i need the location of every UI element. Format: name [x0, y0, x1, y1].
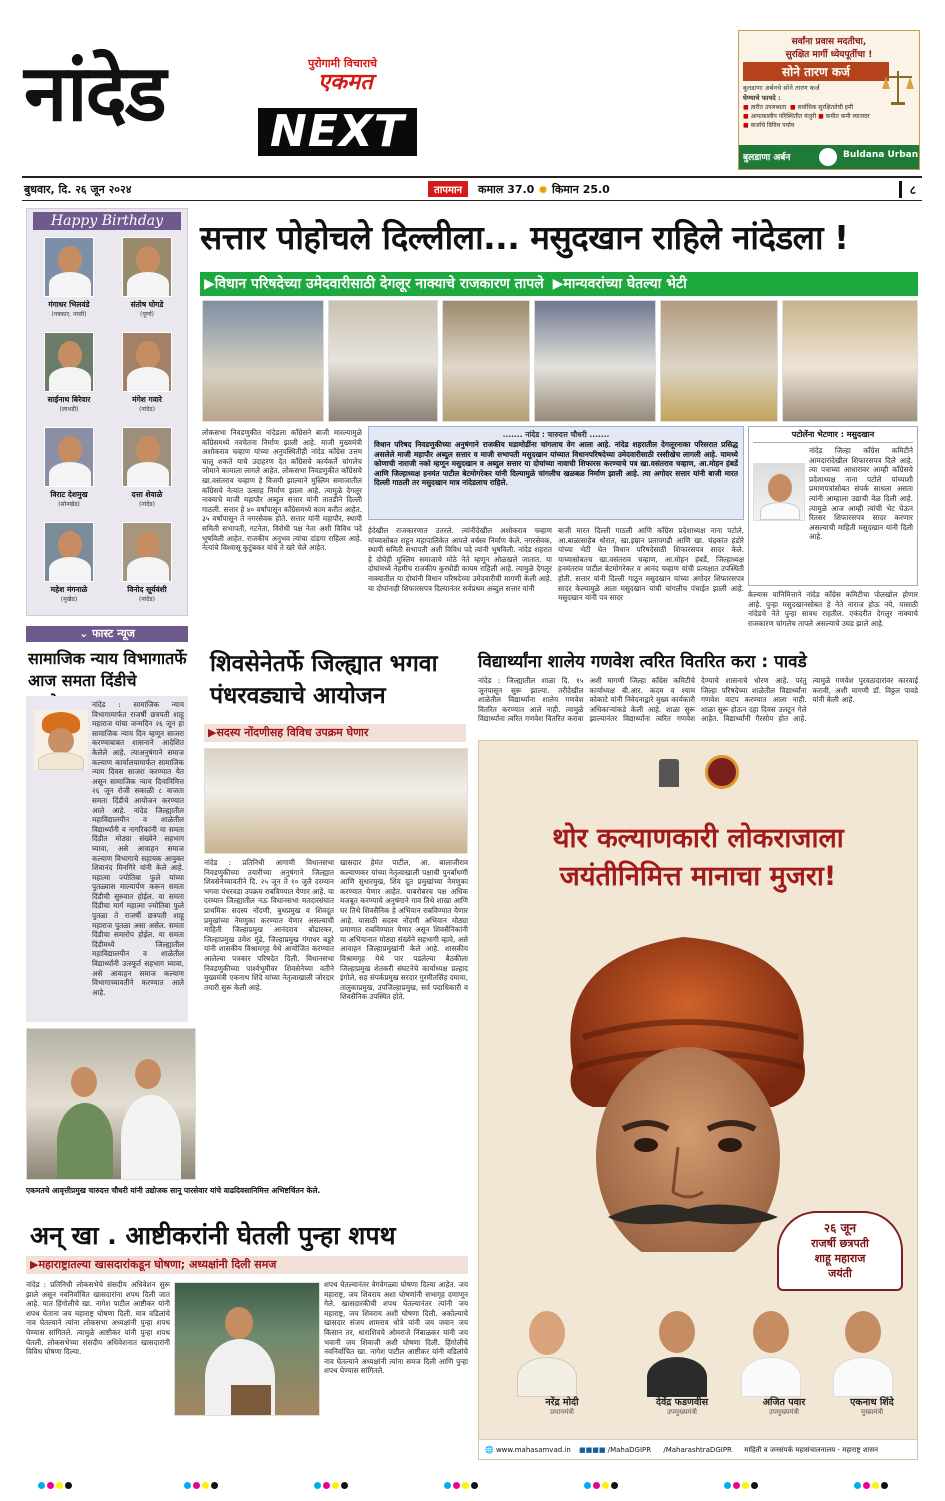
lead-subhead-1: ▶विधान परिषदेच्या उमेदवारीसाठी देगलूर नाक्याचे राजकारण तापले — [204, 276, 544, 292]
lead-photo-3 — [442, 300, 530, 422]
footer-handle: /MahaDGIPR — [607, 1446, 652, 1454]
leader-caption — [741, 1395, 827, 1417]
leader-name: एकनाथ शिंदे — [850, 1397, 894, 1408]
lead-col-2: हेदेखील राजकारणात उतरले. त्यांनीदेखील अशोकराव चव्हाण यांच्यासोबत राहून महापालिकेत आपले वर्चस्व निर्माण केले. नगरसेवक, स्थायी समिती सभापती अशी विविध पदे त्यांनी भूषविली. नांदेड शहरात हे दोघेही मुस्लिम समाजाचे मोठे नेते म्हणून ओळखले जातात. या दोघांमध्ये नेहमीच राजकीय कुरघोडी कायम राहिली आहे. त्यामुळे देगलूर नाक्यातील या दोघांनी विधान परिषदेच्या उमेदवारीची मागणी केली आहे. या दोघांनाही शिफारसपत्र दिल्यानंतर सर्वप्रथम अब्दुल सत्तार यांनी — [368, 526, 552, 593]
shivsena-photo — [204, 748, 468, 854]
ad-benefit: ■ कर्जाचे विविध पर्याय — [743, 122, 795, 129]
ad-brand-bar — [739, 145, 919, 169]
leader-names — [479, 1395, 917, 1419]
lead-box-text: विधान परिषद निवडणुकीच्या अनुषंगाने राजकीय घडामोडींना चांगलाच वेग आला आहे. नांदेड शहरातील देगलूरनाका परिसरात प्रसिद्ध असलेले माजी महापौर अब्दुल सत्तार व माजी सभापती मसुदखान यांच्यात विधानपरिषदेच्या उमेदवारीसाठी रस्सीखेच लागली आहे. यामध्ये कोणाची नाराजी नको म्हणून मसुदखान व अब्दुल सत्तार या दोघांच्या नावाची शिफारस करण्याचे पत्र खा.वसंतराव चव्हाण, आ.मोहन हंबर्डे आणि जिल्हाध्यक्ष हनमंत पाटील बेटमोगरेकर यांनी दिल्यामुळे चांगलीच खळबळ निर्माण झाली आहे. त्या अगोदर सत्तार यांनी बाजी मारत दिल्ली गाठली तर मसुदखान मात्र नांदेडलाच राहिले. — [374, 440, 738, 487]
birthday-photo — [122, 427, 172, 487]
birthday-name: विराट देशमुख — [50, 490, 88, 499]
govt-ad-footer — [479, 1439, 917, 1459]
schoolwear-text: नांदेड : जिल्ह्यातील शाळा दि. १५ जूनपासून सुरू झाल्या. तरीदेखील शाळेतील विद्यार्थ्यांना शालेय गणवेश वितरित करण्यात आले नाही. त्यामुळे विद्यार्थ्यांना त्वरित गणवेश वितरित करावा अशी मागणी जिल्हा काँग्रेस कमिटीचे कार्याध्यक्ष बी.आर. कदम व श्याम कोकाटे यांनी निवेदनाद्वारे मुख्य कार्यकारी अधिकाऱ्यांकडे केली आहे. शाळा सुरू झाल्यानंतर विद्यार्थ्यांना त्वरित गणवेश देण्याचे शासनाचे धोरण आहे. परंतु जिल्हा परिषदेच्या शाळेतील विद्यार्थ्यांना गणवेश वाटप करण्यात आला नाही. शाळा सुरू होऊन दहा दिवस उलटून गेले आहेत. विद्यार्थ्यांनी गैरसोय होत आहे. त्यामुळे गणवेश पुरवठादारांवर कारवाई करावी, अशी मागणी डॉ. विठ्ठल पावडे यांनी केली आहे. — [478, 676, 918, 724]
birthday-card — [33, 427, 105, 519]
ad-line1: सर्वांना प्रवास मदतीचा, — [791, 37, 867, 47]
leaders-row — [479, 1297, 917, 1417]
ad-brand-mr: बुलडाणा अर्बन — [743, 153, 791, 163]
lead-box-byline: ....... नांदेड : चारुदत्त चौधरी ....... — [502, 430, 610, 439]
birthday-place: (सोनखेड) — [58, 501, 80, 508]
dateline — [22, 180, 922, 200]
scales-icon — [881, 67, 915, 107]
leader-role: उपमुख्यमंत्री — [768, 1408, 800, 1416]
lead-subhead-bar — [200, 272, 918, 296]
ad-benefits-title: घेण्याचे फायदे : — [743, 94, 781, 102]
ad-logo-icon — [819, 148, 837, 166]
ad-line2: सुरक्षित मार्गी ध्येयपूर्तीचा ! — [785, 50, 873, 60]
badge-line-4: जयंती — [828, 1267, 852, 1280]
shivsena-sub: ▶सदस्य नोंदणीसह विविध उपक्रम घेणार — [204, 724, 466, 742]
gold-loan-ad — [738, 30, 920, 170]
birthday-panel — [26, 208, 188, 616]
badge-line-3: शाहू महाराज — [814, 1252, 866, 1265]
birthday-photo — [44, 332, 94, 392]
birthday-card — [111, 522, 183, 614]
leader-pawar-photo — [741, 1307, 801, 1397]
ashtikar-sub: ▶महाराष्ट्रातल्या खासदारांकडून घोषणा; अध्यक्षांनी दिली समज — [26, 1256, 468, 1274]
lead-sidebar — [748, 426, 918, 586]
birthday-photo — [44, 427, 94, 487]
leader-caption — [639, 1395, 725, 1417]
birthday-card — [111, 237, 183, 329]
lead-sidebar-title: पटोलेंना भेटणार : मसुदखान — [753, 429, 913, 443]
sun-icon: ✹ — [538, 183, 549, 197]
ad-benefit: ■ त्वरीत उपलब्धता ■ सर्वाधिक सुरक्षिततेची हमी — [743, 104, 854, 111]
birthday-name: गंगाधर भिलवंडे — [48, 300, 90, 309]
birthday-name: विनोद सूर्यवंशी — [127, 585, 167, 594]
birthday-photo — [122, 522, 172, 582]
lead-photo-strip — [202, 300, 918, 422]
temp-max: कमाल 37.0 — [478, 183, 535, 196]
dateline-date: बुधवार, दि. २६ जून २०२४ — [24, 183, 132, 196]
badge-date: २६ जून — [823, 1221, 857, 1235]
birthday-wish-photo — [26, 1028, 196, 1180]
shivsena-col-2: खासदार हेमंत पाटील, आ. बालाजीराव कल्याणकर यांच्या नेतृत्वाखाली पक्षाची पुनर्बांधणी आणि सुधारमुख, शिव दूत प्रमुखांच्या नेमणुका करण्यात येणार आहेत. याबरोबरच पक्ष अधिक मजबूत करण्याचे अनुषंगाने गाव तिथे शाखा आणि घर तिथे शिवसैनिक हे अभियान राबविण्यात येणार आहे. यासाठी सदस्य नोंदणी अभियान मोठ्या प्रमाणात राबविण्यात येणार असून शिवसैनिकांनी या अभियानात मोठ्या संख्येने सहभागी व्हावे, असे आवाहन जिल्हाप्रमुखांनी केले आहे. शासकीय विश्रामगृह येथे पार पडलेल्या बैठकीला जिल्हाप्रमुख शेतकरी संघटनेचे कार्याध्यक्ष प्रल्हाद इंगोले, सह संपर्कप्रमुख सरदार गुरमीतसिंह दमाया, तालुकाप्रमुख, उपजिल्हाप्रमुख, सर्व पदाधिकारी व शिवसैनिक उपस्थित होते. — [340, 858, 468, 1002]
leader-name: देवेंद्र फडणवीस — [655, 1397, 709, 1408]
lead-col-3: बाजी मारत दिल्ली गाठली आणि काँग्रेस प्रदेशाध्यक्ष नाना पटोले, आ.बाळासाहेब थोरात, खा.इम्रान प्रतापगढी आणि खा. चंद्रकांत हंडोरे यांच्या भेटी घेत विधान परिषदेसाठी शिफारसपत्र सादर केले. याच्यासोबतच खा.वसंतराव चव्हाण, आ.मोहन हंबर्डे, जिल्हाध्यक्ष हनमंतराव पाटील बेटमोगरेकर व आनंद चव्हाण यांची प्रत्यक्षात उपस्थिती होती. सत्तार यांनी दिल्ली गाठून मसुदखान यांच्या अगोदर शिफारसपत्र सादर केल्यामुळे आता मसुदखान यांची चांगलीच पंचाईत झाली आहे. मसुदखान यांनी पत्र सादर — [558, 526, 744, 603]
temp-min: किमान 25.0 — [552, 183, 610, 196]
birthday-photo — [44, 522, 94, 582]
ad-benefit: ■ आपत्कालीन परिस्थितीत मंजुरी ■ कमीत कमी व्याजदर — [743, 113, 870, 120]
leader-role: उपमुख्यमंत्री — [666, 1408, 698, 1416]
leader-caption — [829, 1395, 915, 1417]
birthday-card — [111, 427, 183, 519]
birthday-name: महेश मंगनाळे — [50, 585, 88, 594]
fast-news-text: नांदेड : सामाजिक न्याय विभागामार्फत राजर्षी छत्रपती शाहू महाराज यांचा जन्मदिन २६ जून हा सामाजिक न्याय दिन म्हणून साजरा करण्याबाबत शासनाने आदेशित केलेले आहे. त्याअनुषंगाने समाज कल्याण कार्यालयामार्फत सामाजिक न्याय दिवस साजरा करण्यात येत असून सामाजिक न्याय दिनानिमित्त २६ जून रोजी सकाळी ८ वाजता समता दिंडीचे आयोजन करण्यात आले आहे. नांदेड जिल्ह्यातील महाविद्यालयीन व शाळेतील विद्यार्थ्यांनी व नागरिकांनी या समता दिंडीत मोठ्या संख्येने सहभाग घ्यावा, असे आवाहन समाज कल्याण विभागाचे सहायक आयुक्त शिवानंद मिनगिरे यांनी केले आहे. महात्मा ज्योतिबा फुले यांच्या पुतळ्यास माल्यार्पण करून समता दिंडीची सुरुवात होईल. या समता दिंडीचा मार्ग महात्मा ज्योतिबा फुले पुतळा ते राजर्षी छत्रपती शाहू महाराज पुतळा असा असेल. समता दिंडीचा समारोप होईल. या समता दिंडीमध्ये जिल्ह्यातील महाविद्यालयीन व शाळेतील विद्यार्थ्यांनी उत्स्फूर्त सहभाग घ्यावा, असे आवाहन समाज कल्याण विभागाच्यावतीने करण्यात आले आहे. — [92, 700, 184, 997]
lead-photo-6 — [782, 300, 918, 422]
page-number: ८ — [899, 181, 916, 198]
fast-news-label: ⌄ फास्ट न्यूज — [26, 626, 188, 642]
footer-web: www.mahasamvad.in — [495, 1446, 571, 1454]
leader-role: मुख्यमंत्री — [860, 1408, 884, 1416]
birthday-card — [111, 332, 183, 424]
ad-benefits — [743, 103, 915, 130]
masudkhan-photo — [753, 463, 805, 521]
leader-caption — [519, 1395, 605, 1417]
birthday-name: मंगेश गवारे — [132, 395, 162, 404]
ashtikar-col-1: नांदेड : प्रतिनिधी लोकसभेचे संसदीय अधिवेशन सुरू झाले असून नवनिर्वाचित खासदारांना शपथ दिली जात आहे. यात हिंगोलीचे खा. नागेश पाटील आष्टीकर यांनी शपथ घेताना जय महाराष्ट्र घोषणा दिली. मात्र वडिलांचे नाव घेतल्याने त्यांना लोकसभा अध्यक्षांनी पुन्हा शपथ घेण्यास सांगितले. त्यामुळे आष्टीकर यांनी पुन्हा शपथ घेतली. लोकसभेच्या संसदीय अधिवेशनात खासदारांनी विविध घोषणा दिल्या. — [26, 1280, 170, 1357]
photo-caption: एकमतचे आवृत्तीप्रमुख चारुदत्त चौधरी यांनी उद्योजक सानू पारसेवार यांचे वाढदिवसानिमित्त अभिष्टचिंतन केले. — [26, 1186, 321, 1195]
ad-banner: सोने तारण कर्ज — [743, 62, 889, 81]
lead-photo-4 — [534, 300, 656, 422]
lead-headline: सत्तार पोहोचले दिल्लीला... मसुदखान राहिले नांदेडला ! — [200, 218, 849, 257]
lead-sidebar-text: नांदेड जिल्हा काँग्रेस कमिटीने आमदारांदेखील शिफारसपत्र दिले आहे. त्या पत्राच्या आधारावर आम्ही काँग्रेसचे प्रदेशाध्यक्ष नाना पटोले यांच्याशी प्रमाणपत्रांसोबत संपर्क साधला असता त्यांनी आम्हाला उद्याची वेळ दिली आहे. त्यामुळे आज आम्ही त्यांची भेट घेऊन रितसर शिफारसपत्र सादर करणार असल्याची माहिती मसुदखान यांनी दिली आहे. — [809, 446, 913, 542]
leader-role: प्रधानमंत्री — [550, 1408, 574, 1416]
fast-news-headline: सामाजिक न्याय विभागातर्फे आज समता दिंडीचे — [28, 649, 187, 690]
shahu-seal-icon — [705, 755, 739, 789]
leader-name: अजित पवार — [762, 1397, 806, 1408]
shivsena-headline: शिवसेनेतर्फे जिल्ह्यात भगवा पंधरवड्याचे आयोजन — [210, 651, 438, 709]
ad-brand-en: Buldana Urban — [843, 150, 919, 160]
masthead — [24, 28, 444, 168]
birthday-photo — [44, 237, 94, 297]
birthday-card — [33, 332, 105, 424]
badge-line-2: राजर्षी छत्रपती — [811, 1237, 869, 1250]
masthead-title-next: NEXT — [258, 108, 417, 156]
temp-label: तापमान — [428, 181, 468, 197]
govt-emblem-icon — [659, 759, 679, 787]
footer-handle-2: /MaharashtraDGIPR — [663, 1446, 732, 1454]
birthday-place: (नांदेड) — [139, 501, 155, 508]
birthday-place: (नांदेड) — [139, 406, 155, 413]
footer-office: माहिती व जनसंपर्क महासंचालनालय - महाराष्ट्र शासन — [744, 1446, 879, 1454]
web-icon: 🌐 — [485, 1446, 494, 1454]
birthday-place: (पत्रकार, नरसी) — [51, 311, 87, 318]
cmyk-registration-marks — [24, 1474, 924, 1486]
birthday-card — [33, 522, 105, 614]
social-icons: ■■■■ — [579, 1446, 606, 1454]
birthday-title: Happy Birthday — [33, 212, 181, 230]
masthead-tagline-top: पुरोगामी विचाराचे — [308, 57, 378, 70]
leader-shinde-photo — [833, 1307, 893, 1397]
lead-photo-1 — [202, 300, 324, 422]
lead-col-4: केल्यास यानिमित्ताने नांदेड काँग्रेस कमिटीचा पोलखोल होणार आहे. पुन्हा मसुदखानसोबत हे नेते नाराज होऊ नये, यासाठी नांदेडचे नेते पुन्हा सावध राहतील. एकंदरीत देगलूर नाक्याचे राजकारण चांगलेच तापले असल्याचे उघड झाले आहे. — [748, 590, 918, 628]
jayanti-badge — [777, 1211, 903, 1291]
govt-ad — [478, 740, 918, 1460]
lead-subhead-2: ▶मान्यवरांच्या घेतल्या भेटी — [552, 276, 687, 292]
lead-photo-2 — [328, 300, 438, 422]
masthead-brand: एकमत — [318, 70, 373, 95]
ad-sub: बुलडाणा अर्बनचे सोने तारण कर्ज — [743, 84, 820, 92]
ashtikar-headline: अन् खा . आष्टीकरांनी घेतली पुन्हा शपथ — [30, 1221, 396, 1250]
lead-col-1: लोकसभा निवडणुकीत नांदेडला काँग्रेसने बाजी मारल्यामुळे काँग्रेसमध्ये नवचेतना निर्माण झाली आहे. माजी मुख्यमंत्री अशोकराव चव्हाण यांच्या अनुपस्थितीही नांदेड काँग्रेस उत्तम चालू शकते याचे उदाहरण देत काँग्रेसचे कार्यकर्ते चांगलेच जोमाने कामाला लागले आहेत. लोकसभा निवडणुकीत काँग्रेसचे खा.वसंतराव चव्हाण हे विजयी झाल्याने मुस्लिम समाजातील काँग्रेसचे नेत्यांत उत्साह निर्माण झाला आहे. त्यामुळे देगलूर नाक्याचे माजी महापौर अब्दुल सत्तार यांनी तातडीने दिल्ली गाठली. सत्तार हे ४० वर्षांपासून काँग्रेसमध्ये काम करीत आहेत. ३५ वर्षांपासून ते नगरसेवक होते. सत्तार यांनी महापौर, स्थायी समिती सभापती, गटनेता, विरोधी पक्ष नेता अशी विविध पदे भूषविली आहेत. राजकीय अनुभव त्यांचा दांडगा राहिला आहे. नेत्यांचे विश्वासू कुटुंबकर यांचे ते खरे चेले आहेत. — [202, 428, 362, 553]
birthday-name: संतोष घोगडे — [130, 300, 164, 309]
shivsena-col-1: नांदेड : प्रतिनिधी आगामी विधानसभा निवडणुकीच्या तयारीच्या अनुषंगाने जिल्ह्यात शिवसेनेच्यावतीने दि. २५ जून ते १० जुलै दरम्यान भगवा पंधरवडा उपक्रम राबविण्यात येणार आहे. या दरम्यान जिल्ह्यातील नऊ विधानसभा मतदारसंघात प्राथमिक सदस्य नोंदणी, बुथप्रमुख व शिवदूत प्रमुखांच्या नेमणुका करण्यात येणार असल्याची माहिती जिल्हाप्रमुख आनंदराव बोंढारकर, जिल्हाप्रमुख उमेश मुंढे, जिल्हाप्रमुख गंगाधर बडूरे यांनी शासकीय विश्रामगृह येथे आयोजित करण्यात आलेल्या पत्रकार परिषदेत दिली. विधानसभा निवडणुकीच्या पार्श्वभूमीवर शिवसेनेच्या वतीने मुख्यमंत्री एकनाथ शिंदे यांच्या नेतृत्वाखाली जोरदार तयारी सुरू केली आहे. — [204, 858, 334, 992]
leader-modi-photo — [517, 1307, 577, 1397]
birthday-place: (मुखेड) — [60, 596, 78, 603]
lead-box — [368, 426, 744, 520]
birthday-name: दत्ता शेवाळे — [131, 490, 163, 499]
ashtikar-col-2: शपथ घेतल्यानंतर वेगवेगळ्या घोषणा दिल्या आहेत. जय महाराष्ट्र, जय शिवराय अशा घोषणांनी सभागृह दणाणून गेले. खासदारकीची शपथ घेतल्यानंतर त्यांनी जय महाराष्ट्र, जय शिवराय अशी घोषणा दिली. अकोल्याचे खासदार संजय शामराव धोत्रे यांनी जय जवान जय किसान तर, धाराशिवचे ओमराजे निंबाळकर यांनी जय भवानी जय शिवाजी अशी घोषणा दिली. हिंगोलीचे नवनिर्वाचित खा. नागेश पाटील आष्टीकर यांनी वडिलांचे नाव घेतल्याने अध्यक्षांनी त्यांना समज दिली आणि पुन्हा शपथ घेण्यास सांगितले. — [324, 1280, 468, 1376]
govt-ad-headline-2: जयंतीनिमित्त मानाचा मुजरा! — [559, 861, 837, 892]
schoolwear-headline: विद्यार्थ्यांना शालेय गणवेश त्वरित वितरित करा : पावडे — [478, 652, 807, 672]
birthday-card — [33, 237, 105, 329]
masthead-title-nanded: नांदेड — [24, 49, 165, 139]
ashtikar-col-1b — [174, 1420, 320, 1460]
chevron-down-icon: ⌄ — [79, 627, 89, 640]
birthday-grid — [27, 233, 187, 613]
shahu-portrait-small — [34, 710, 88, 770]
leader-fadnavis-photo — [647, 1307, 707, 1397]
birthday-place: (पूर्णा) — [140, 311, 154, 318]
birthday-name: साईनाथ बिरेवार — [47, 395, 91, 404]
lead-photo-5 — [660, 300, 778, 422]
fast-news-body — [26, 696, 188, 1022]
govt-ad-headline-1: थोर कल्याणकारी लोकराजाला — [552, 823, 844, 854]
birthday-place: (लाथडी) — [59, 406, 79, 413]
ashtikar-photo — [174, 1282, 320, 1416]
birthday-photo — [122, 237, 172, 297]
leader-name: नरेंद्र मोदी — [545, 1397, 579, 1408]
birthday-photo — [122, 332, 172, 392]
birthday-place: (नांदेड) — [139, 596, 155, 603]
